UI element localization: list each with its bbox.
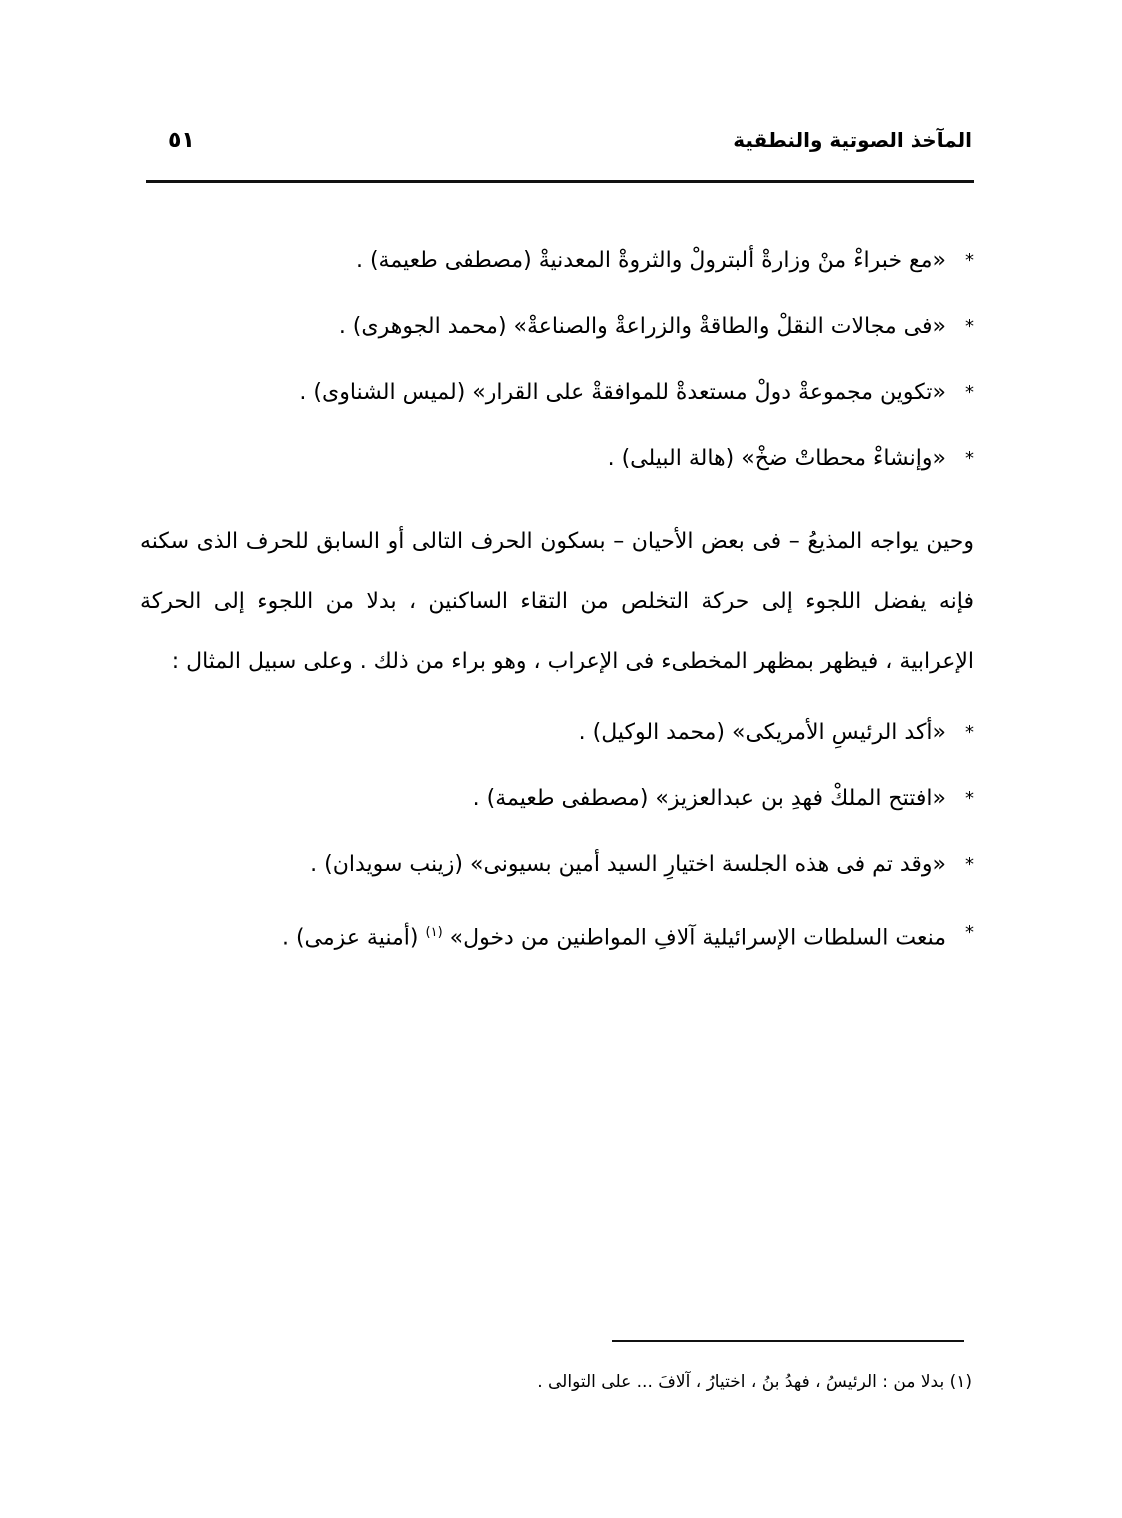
- list-item: [140, 294, 974, 360]
- list-item: [140, 228, 974, 294]
- list-item-text: «تكوين مجموعةْ دولْ مستعدةْ للموافقةْ على القرار» (لميس الشناوى) .: [299, 380, 946, 405]
- list-item-text: «فى مجالات النقلْ والطاقةْ والزراعةْ والصناعةْ» (محمد الجوهرى) .: [338, 314, 946, 339]
- list-item-text: «وقد تم فى هذه الجلسة اختيارِ السيد أمين بسيونى» (زينب سويدان) .: [310, 852, 946, 877]
- bullet-star-icon: *: [965, 854, 974, 875]
- list-item-text: منعت السلطات الإسرائيلية آلافِ المواطنين من دخول»: [449, 925, 946, 951]
- bullet-star-icon: *: [965, 448, 974, 469]
- bullet-star-icon: *: [965, 922, 974, 943]
- page-number: ٥١: [168, 128, 195, 153]
- list-item: [140, 700, 974, 766]
- header-divider: [146, 180, 974, 183]
- page-header: [150, 128, 972, 168]
- list-item-text: «افتتح الملكْ فهدِ بن عبدالعزيز» (مصطفى طعيمة) .: [472, 786, 946, 811]
- list-item: [140, 360, 974, 426]
- list-item: [140, 898, 974, 973]
- bullet-star-icon: *: [965, 788, 974, 809]
- running-title: المآخذ الصوتية والنطقية: [733, 128, 972, 152]
- bullet-star-icon: *: [965, 382, 974, 403]
- list-item: [140, 832, 974, 898]
- list-item-attribution: (أمنية عزمى) .: [281, 925, 419, 951]
- bullet-star-icon: *: [965, 316, 974, 337]
- bullet-star-icon: *: [965, 250, 974, 271]
- page-body: [140, 228, 974, 973]
- list-item: [140, 766, 974, 832]
- list-item-text: «مع خبراءْ منْ وزارةْ ألبترولْ والثروةْ المعدنيةْ (مصطفى طعيمة) .: [355, 248, 946, 273]
- list-item-text: «أكد الرئيسِ الأمريكى» (محمد الوكيل) .: [578, 720, 946, 745]
- footnote-marker: (١): [425, 925, 443, 940]
- footnote-divider: [612, 1340, 964, 1342]
- list-item: [140, 426, 974, 492]
- body-paragraph: وحين يواجه المذيعُ – فى بعض الأحيان – بسكون الحرف التالى أو السابق للحرف الذى سكنه فإنه يفضل اللجوء إلى حركة التخلص من التقاء الساكنين ، بدلا من اللجوء إلى الحركة الإعرابية ، فيظهر بمظهر المخطىء فى الإعراب ، وهو براء من ذلك . وعلى سبيل المثال :: [140, 529, 974, 674]
- bullet-star-icon: *: [965, 722, 974, 743]
- footnote: (١) بدلا من : الرئيسُ ، فهدُ بنُ ، اختيارُ ، آلافَ ... على التوالى .: [537, 1372, 972, 1392]
- list-item-text: «وإنشاءْ محطاتْ ضخْ» (هالة البيلى) .: [607, 446, 946, 471]
